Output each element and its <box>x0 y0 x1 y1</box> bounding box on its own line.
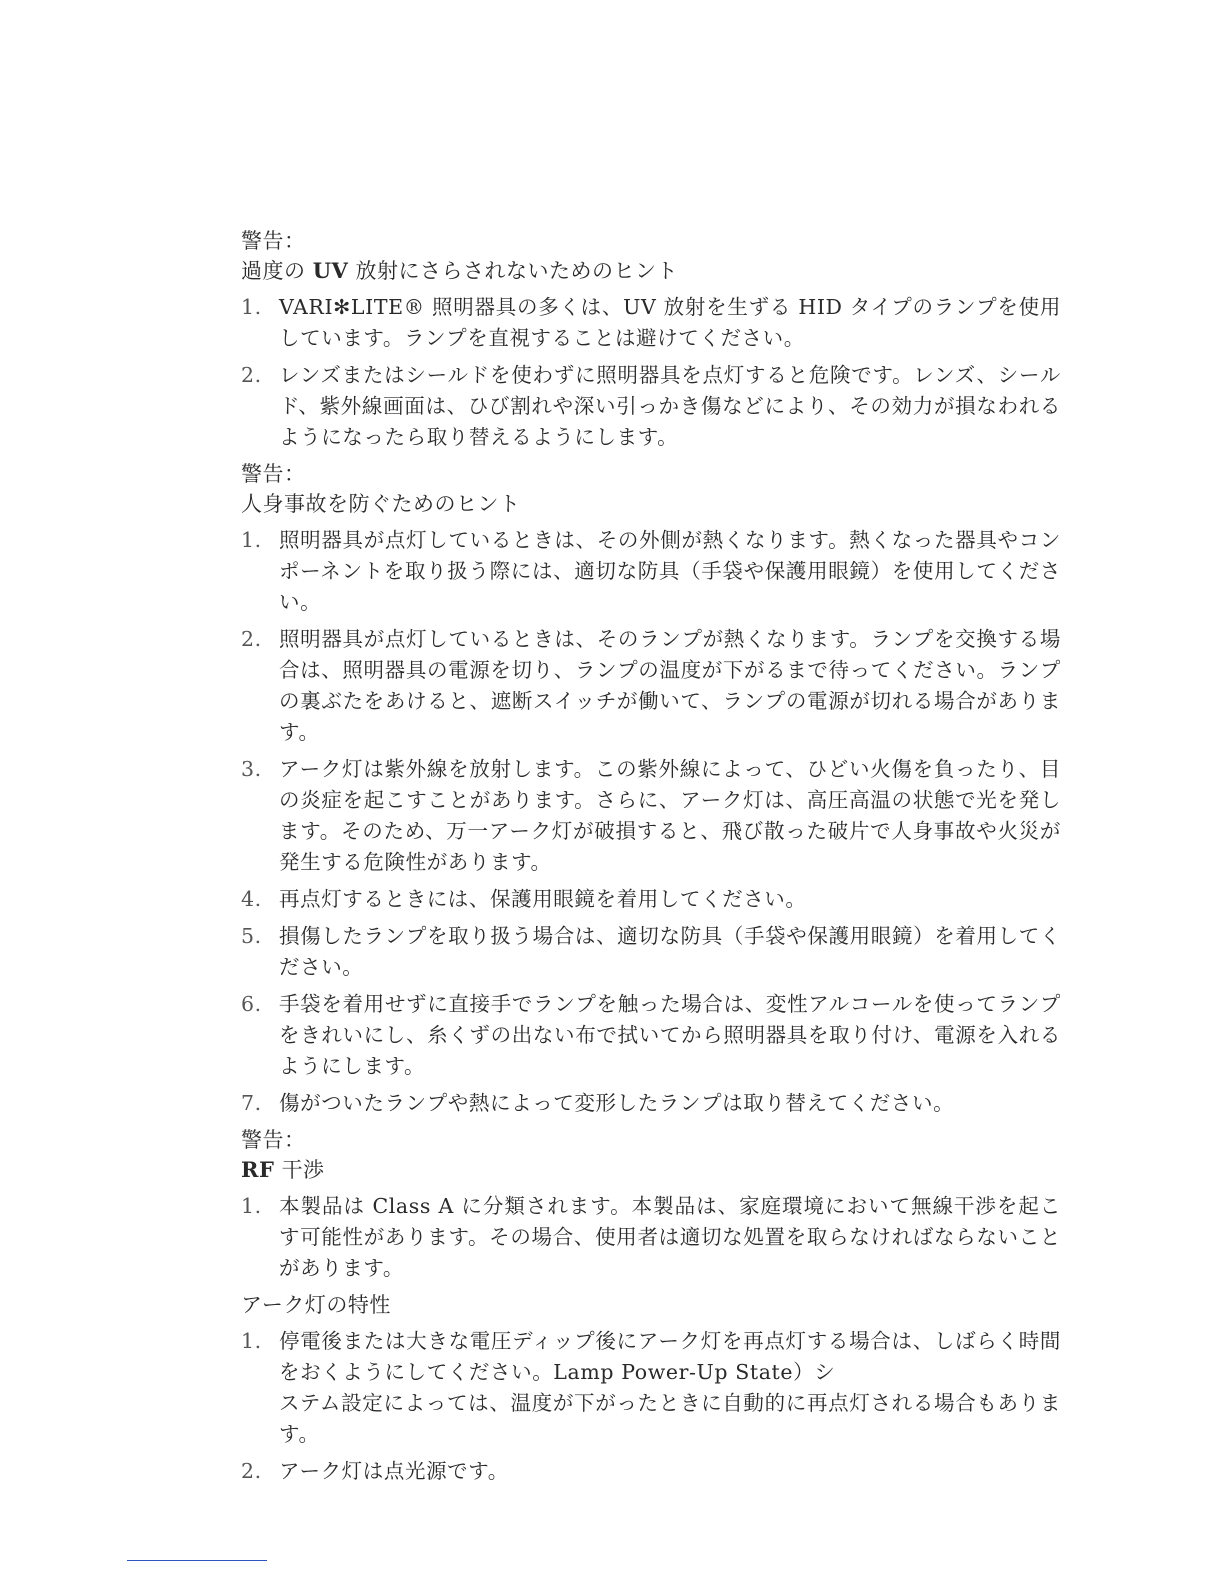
section-uv <box>241 226 1061 453</box>
list-item: 1. VARI✻LITE® 照明器具の多くは、UV 放射を生ずる HID タイプのランプを使用しています。ランプを直視することは避けてください。 <box>241 295 1061 350</box>
list-item: 2. 照明器具が点灯しているときは、そのランプが熱くなります。ランプを交換する場合は、照明器具の電源を切り、ランプの温度が下がるまで待ってください。ランプの裏ぶたをあけると、遮断スイッチが働いて、ランプの電源が切れる場合があります。 <box>241 627 1061 744</box>
list-item: 1. 停電後または大きな電圧ディップ後にアーク灯を再点灯する場合は、しばらく時間をおくようにしてください。Lamp Power-Up State）シ ステム設定によっては、温度が下がったときに自動的に再点灯される場合もあります。 <box>241 1329 1061 1446</box>
list-item: 2. レンズまたはシールドを使わずに照明器具を点灯すると危険です。レンズ、シールド、紫外線画面は、ひび割れや深い引っかき傷などにより、その効力が損なわれるようになったら取り替えるようにします。 <box>241 363 1061 449</box>
list-item: 4. 再点灯するときには、保護用眼鏡を着用してください。 <box>241 887 807 911</box>
warning-label-uv: 警告： <box>241 229 306 253</box>
rf-list <box>241 1191 1061 1284</box>
section-arc <box>241 1290 1061 1487</box>
section-title-rf: RF 干渉 <box>241 1157 325 1182</box>
list-item: 7. 傷がついたランプや熱によって変形したランプは取り替えてください。 <box>241 1091 955 1115</box>
list-item: 3. アーク灯は紫外線を放射します。この紫外線によって、ひどい火傷を負ったり、目の炎症を起こすことがあります。さらに、アーク灯は、高圧高温の状態で光を発します。そのため、万一アーク灯が破損すると、飛び散った破片で人身事故や火災が発生する危険性があります。 <box>241 757 1061 874</box>
section-rf <box>241 1125 1061 1284</box>
warning-label-rf: 警告： <box>241 1128 306 1152</box>
list-item: 1. 本製品は Class A に分類されます。本製品は、家庭環境において無線干渉を起こす可能性があります。その場合、使用者は適切な処置を取らなければならないことがあります。 <box>241 1194 1061 1280</box>
document-page <box>241 226 1061 1493</box>
list-item: 5. 損傷したランプを取り扱う場合は、適切な防具（手袋や保護用眼鏡）を着用してください。 <box>241 924 1061 979</box>
footer-rule <box>127 1560 267 1561</box>
injury-list <box>241 525 1061 1119</box>
list-item: 6. 手袋を着用せずに直接手でランプを触った場合は、変性アルコールを使ってランプをきれいにし、糸くずの出ない布で拭いてから照明器具を取り付け、電源を入れるようにします。 <box>241 992 1061 1078</box>
section-title-uv: 過度の UV 放射にさらされないためのヒント <box>241 258 678 283</box>
section-title-arc: アーク灯の特性 <box>241 1293 391 1317</box>
section-title-injury: 人身事故を防ぐためのヒント <box>241 492 521 516</box>
warning-label-injury: 警告： <box>241 462 306 486</box>
list-item: 1. 照明器具が点灯しているときは、その外側が熱くなります。熱くなった器具やコンポーネントを取り扱う際には、適切な防具（手袋や保護用眼鏡）を使用してください。 <box>241 528 1061 614</box>
uv-list <box>241 292 1061 453</box>
section-injury <box>241 459 1061 1119</box>
list-item: 2. アーク灯は点光源です。 <box>241 1459 509 1483</box>
arc-list <box>241 1326 1061 1487</box>
